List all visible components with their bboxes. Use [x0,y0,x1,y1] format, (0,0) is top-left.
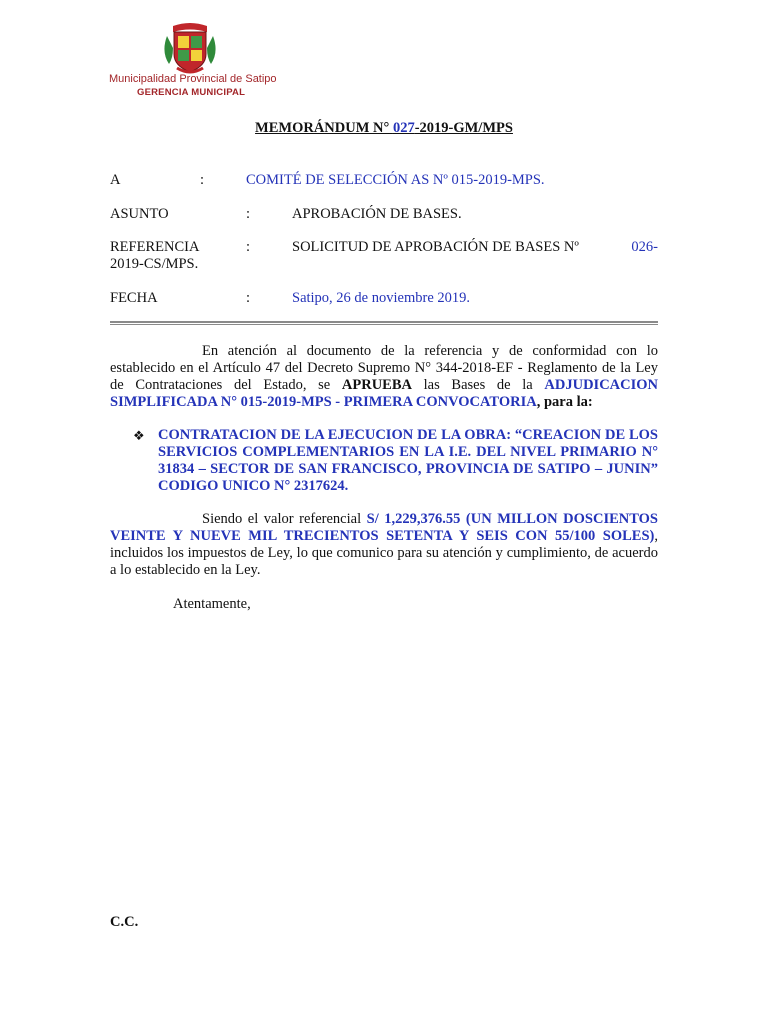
bullet-item [133,427,658,495]
municipality-seal-logo [163,18,217,76]
field-referencia-label: REFERENCIA [110,239,200,255]
p1-procedure: ADJUDICACION SIMPLIFICADA N° 015-2019-MPS - PRIMERA CONVOCATORIA [110,377,659,410]
cc-label: C.C. [110,914,139,930]
department-name: GERENCIA MUNICIPAL [137,87,246,98]
field-asunto-label: ASUNTO [110,206,169,222]
diamond-bullet-icon: ❖ [133,428,145,443]
memo-title [0,120,768,137]
body-paragraph-2 [110,511,658,579]
field-asunto-colon: : [246,206,251,222]
field-asunto-value: APROBACIÓN DE BASES. [292,206,462,222]
memo-number: 027 [392,120,415,136]
field-a-colon: : [200,172,205,188]
referencia-number: 026- [631,239,658,255]
p1-aprueba: APRUEBA [341,377,412,393]
municipality-name: Municipalidad Provincial de Satipo [109,73,277,85]
field-fecha-value: Satipo, 26 de noviembre 2019. [292,290,471,306]
p1-text-c: , para la: [536,394,593,410]
p2-amount: S/ 1,229,376.55 (UN MILLON DOSCIENTOS VEINTE Y NUEVE MIL TRECIENTOS SETENTA Y SEIS CON 55/100 SOLES) [110,511,658,544]
body-paragraph-1 [110,343,658,411]
closing: Atentamente, [173,596,251,612]
field-a-label: A [110,172,121,188]
field-referencia-colon: : [246,239,251,255]
field-fecha-colon: : [246,290,251,306]
p1-text-a: En atención al documento de la referencia y de conformidad con lo establecido en el Artículo 47 del Decreto Supremo N° 344-2018-EF - Reglamento de la Ley de Contrataciones del Estado, se [110,343,658,393]
field-referencia-value [292,239,658,256]
field-fecha-label: FECHA [110,290,158,306]
field-a-value: COMITÉ DE SELECCIÓN AS Nº 015-2019-MPS. [246,172,545,188]
field-referencia-continuation: 2019-CS/MPS. [110,256,199,272]
memo-title-suffix: -2019-GM/MPS [414,120,513,136]
memo-title-prefix: MEMORÁNDUM N° [255,120,393,136]
p1-text-b: las Bases de la [411,377,545,393]
header-separator [110,321,658,325]
bullet-text: CONTRATACION DE LA EJECUCION DE LA OBRA: “CREACION DE LOS SERVICIOS COMPLEMENTARIOS EN LA I.E. DEL NIVEL PRIMARIO N° 31834 – SECTOR DE SAN FRANCISCO, PROVINCIA DE SATIPO – JUNIN” CODIGO UNICO N° 2317624. [158,427,658,494]
p2-text-a: Siendo el valor referencial [202,511,367,527]
p2-text-b: , incluidos los impuestos de Ley, lo que comunico para su atención y cumplimiento, de acuerdo a lo establecido en la Ley. [110,528,658,578]
referencia-text: SOLICITUD DE APROBACIÓN DE BASES Nº [292,239,579,255]
